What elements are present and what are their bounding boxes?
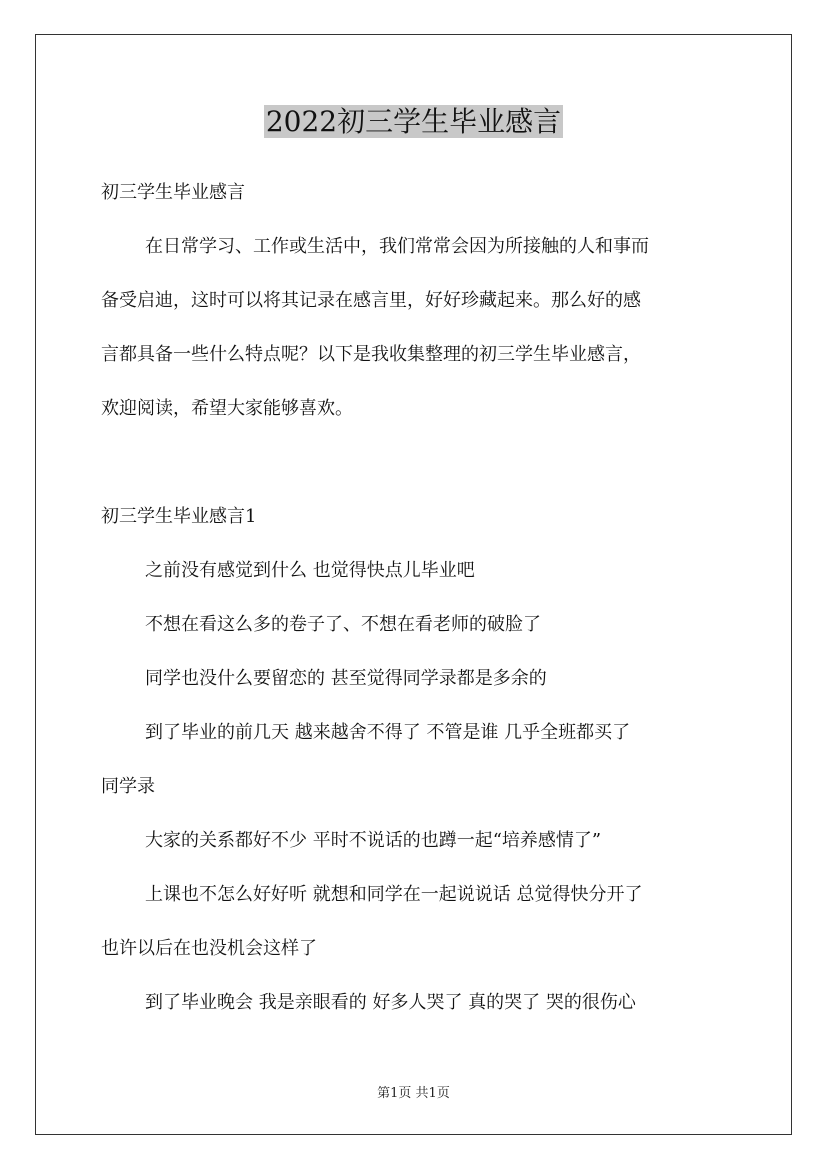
section-heading: 初三学生毕业感言 <box>101 182 245 203</box>
document-title-text: 2022初三学生毕业感言 <box>265 105 562 138</box>
intro-line: 言都具备一些什么特点呢？以下是我收集整理的初三学生毕业感言， <box>101 344 641 365</box>
document-title <box>0 100 827 144</box>
paragraph-line: 到了毕业的前几天 越来越舍不得了 不管是谁 几乎全班都买了 <box>145 722 631 743</box>
intro-line: 在日常学习、工作或生活中，我们常常会因为所接触的人和事而 <box>145 236 649 257</box>
paragraph-line-continued: 也许以后在也没机会这样了 <box>101 938 317 959</box>
intro-line: 备受启迪，这时可以将其记录在感言里，好好珍藏起来。那么好的感 <box>101 290 641 311</box>
document-body <box>101 166 727 1030</box>
paragraph-line: 到了毕业晚会 我是亲眼看的 好多人哭了 真的哭了 哭的很伤心 <box>145 992 636 1013</box>
section-heading: 初三学生毕业感言1 <box>101 506 257 527</box>
paragraph-line-continued: 同学录 <box>101 776 155 797</box>
blank-line <box>101 436 727 490</box>
intro-line: 欢迎阅读，希望大家能够喜欢。 <box>101 398 353 419</box>
paragraph-line: 不想在看这么多的卷子了、不想在看老师的破脸了 <box>145 614 541 635</box>
paragraph-line: 上课也不怎么好好听 就想和同学在一起说说话 总觉得快分开了 <box>145 884 643 905</box>
page-footer: 第1页 共1页 <box>377 1086 450 1101</box>
paragraph-line: 之前没有感觉到什么 也觉得快点儿毕业吧 <box>145 560 475 581</box>
paragraph-line: 大家的关系都好不少 平时不说话的也蹲一起“培养感情了” <box>145 830 602 851</box>
paragraph-line: 同学也没什么要留恋的 甚至觉得同学录都是多余的 <box>145 668 547 689</box>
